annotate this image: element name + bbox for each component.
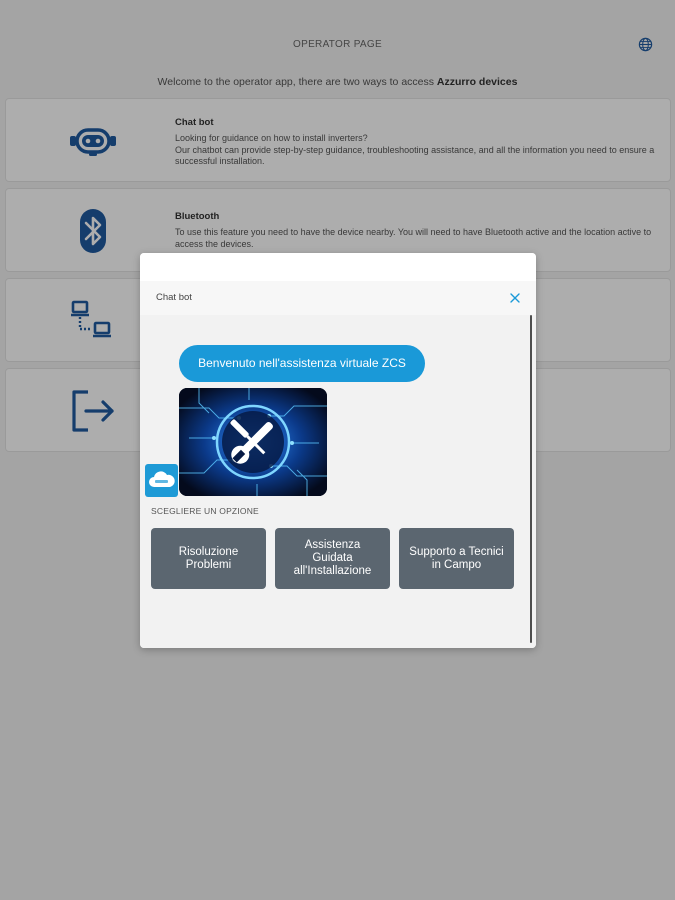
card-title: Bluetooth bbox=[175, 211, 220, 222]
modal-top-strip bbox=[140, 253, 536, 281]
bot-message-bubble: Benvenuto nell'assistenza virtuale ZCS bbox=[179, 345, 425, 382]
cloud-avatar-icon bbox=[145, 464, 178, 497]
tools-icon bbox=[179, 388, 327, 496]
option-button-field-support[interactable]: Supporto a Tecnici in Campo bbox=[399, 528, 514, 589]
close-icon[interactable] bbox=[509, 292, 521, 304]
modal-header bbox=[140, 281, 536, 315]
welcome-prefix: Welcome to the operator app, there are two ways to access bbox=[157, 76, 437, 88]
modal-title: Chat bot bbox=[156, 292, 192, 303]
page-title: OPERATOR PAGE bbox=[293, 39, 382, 50]
options-label: SCEGLIERE UN OPZIONE bbox=[151, 506, 259, 516]
card-description: To use this feature you need to have the device nearby. You will need to have Bluetooth active and the location active to access the devices. bbox=[175, 227, 652, 249]
chatbot-modal bbox=[140, 253, 536, 648]
tools-image bbox=[179, 388, 327, 496]
card-description: Looking for guidance on how to install inverters? Our chatbot can provide step-by-step guidance, troubleshooting assistance, and all the information you need to ensure a successful installation. bbox=[175, 133, 655, 166]
card-title: Chat bot bbox=[175, 117, 214, 128]
option-button-guided-installation[interactable]: Assistenza Guidata all'Installazione bbox=[275, 528, 390, 589]
welcome-brand: Azzurro devices bbox=[436, 76, 518, 88]
chat-scrollbar[interactable] bbox=[530, 315, 532, 643]
option-button-troubleshooting[interactable]: Risoluzione Problemi bbox=[151, 528, 266, 589]
